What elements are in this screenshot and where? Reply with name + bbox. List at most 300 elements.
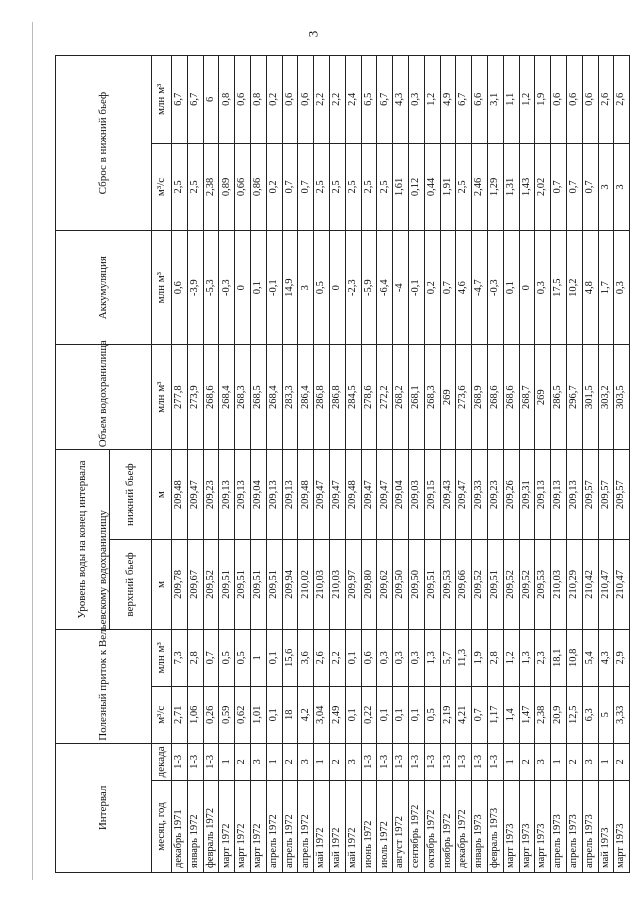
cell-period: январь 1972 bbox=[187, 781, 203, 873]
cell-discharge-rate: 2,5 bbox=[456, 143, 472, 231]
table-row bbox=[377, 56, 393, 873]
table-row bbox=[298, 56, 314, 873]
cell-accumulation: -0,3 bbox=[487, 231, 503, 345]
table-row bbox=[440, 56, 456, 873]
cell-level-upper: 209,94 bbox=[282, 540, 298, 630]
cell-discharge-volume: 0,3 bbox=[408, 56, 424, 144]
cell-volume: 272,2 bbox=[377, 345, 393, 450]
cell-decade: 1 bbox=[551, 743, 567, 780]
unit-volume: млн м³ bbox=[152, 345, 172, 450]
cell-accumulation: -0,1 bbox=[408, 231, 424, 345]
cell-volume: 268,4 bbox=[219, 345, 235, 450]
table-row bbox=[598, 56, 614, 873]
cell-discharge-volume: 6,5 bbox=[361, 56, 377, 144]
cell-inflow-rate: 3,33 bbox=[614, 686, 630, 743]
cell-inflow-volume: 11,3 bbox=[456, 629, 472, 686]
cell-inflow-rate: 18 bbox=[282, 686, 298, 743]
cell-volume: 278,6 bbox=[361, 345, 377, 450]
cell-accumulation: 0 bbox=[329, 231, 345, 345]
table-row bbox=[235, 56, 251, 873]
cell-inflow-rate: 0,5 bbox=[424, 686, 440, 743]
cell-level-lower: 209,43 bbox=[440, 450, 456, 540]
cell-inflow-volume: 18,1 bbox=[551, 629, 567, 686]
cell-level-lower: 209,13 bbox=[535, 450, 551, 540]
cell-period: май 1972 bbox=[329, 781, 345, 873]
cell-discharge-volume: 2,6 bbox=[598, 56, 614, 144]
cell-inflow-rate: 0,59 bbox=[219, 686, 235, 743]
cell-inflow-volume: 0,6 bbox=[361, 629, 377, 686]
cell-inflow-volume: 2,2 bbox=[329, 629, 345, 686]
cell-inflow-rate: 0,7 bbox=[472, 686, 488, 743]
cell-accumulation: 0 bbox=[235, 231, 251, 345]
cell-inflow-rate: 0,1 bbox=[377, 686, 393, 743]
cell-volume: 269 bbox=[440, 345, 456, 450]
table-row bbox=[535, 56, 551, 873]
cell-period: май 1972 bbox=[314, 781, 330, 873]
cell-volume: 273,6 bbox=[456, 345, 472, 450]
cell-discharge-volume: 6,7 bbox=[377, 56, 393, 144]
cell-level-lower: 209,13 bbox=[266, 450, 282, 540]
cell-inflow-rate: 1,01 bbox=[250, 686, 266, 743]
cell-inflow-volume: 2,9 bbox=[614, 629, 630, 686]
cell-decade: 1 bbox=[219, 743, 235, 780]
cell-decade: 3 bbox=[582, 743, 598, 780]
cell-inflow-volume: 15,6 bbox=[282, 629, 298, 686]
cell-accumulation: -0,3 bbox=[219, 231, 235, 345]
cell-volume: 268,6 bbox=[203, 345, 219, 450]
cell-discharge-rate: 0,2 bbox=[266, 143, 282, 231]
cell-period: ноябрь 1972 bbox=[440, 781, 456, 873]
cell-inflow-volume: 0,5 bbox=[235, 629, 251, 686]
cell-accumulation: -4,7 bbox=[472, 231, 488, 345]
cell-period: апрель 1972 bbox=[266, 781, 282, 873]
cell-inflow-rate: 2,38 bbox=[535, 686, 551, 743]
cell-volume: 268,2 bbox=[393, 345, 409, 450]
cell-discharge-volume: 0,6 bbox=[582, 56, 598, 144]
cell-decade: 3 bbox=[345, 743, 361, 780]
cell-accumulation: 0,3 bbox=[614, 231, 630, 345]
cell-accumulation: 0,3 bbox=[535, 231, 551, 345]
cell-accumulation: 3 bbox=[298, 231, 314, 345]
cell-inflow-rate: 1,17 bbox=[487, 686, 503, 743]
cell-decade: 1-3 bbox=[440, 743, 456, 780]
cell-inflow-rate: 0,62 bbox=[235, 686, 251, 743]
cell-discharge-volume: 1,2 bbox=[519, 56, 535, 144]
scan-edge-line bbox=[32, 22, 33, 880]
cell-level-lower: 209,13 bbox=[219, 450, 235, 540]
cell-period: октябрь 1972 bbox=[424, 781, 440, 873]
cell-inflow-rate: 1,47 bbox=[519, 686, 535, 743]
cell-discharge-volume: 0,6 bbox=[298, 56, 314, 144]
table-row bbox=[566, 56, 582, 873]
table-row bbox=[219, 56, 235, 873]
cell-inflow-volume: 0,3 bbox=[408, 629, 424, 686]
cell-volume: 273,9 bbox=[187, 345, 203, 450]
cell-level-lower: 209,13 bbox=[282, 450, 298, 540]
cell-discharge-rate: 2,46 bbox=[472, 143, 488, 231]
header-discharge: Сброс в нижний бьеф bbox=[56, 56, 152, 231]
cell-period: февраль 1973 bbox=[487, 781, 503, 873]
cell-level-lower: 209,13 bbox=[566, 450, 582, 540]
cell-period: март 1972 bbox=[235, 781, 251, 873]
cell-discharge-rate: 0,7 bbox=[582, 143, 598, 231]
cell-inflow-volume: 1,9 bbox=[472, 629, 488, 686]
cell-decade: 1 bbox=[503, 743, 519, 780]
cell-discharge-volume: 6 bbox=[203, 56, 219, 144]
cell-decade: 1-3 bbox=[187, 743, 203, 780]
cell-inflow-rate: 5 bbox=[598, 686, 614, 743]
cell-inflow-rate: 0,1 bbox=[408, 686, 424, 743]
cell-inflow-rate: 3,04 bbox=[314, 686, 330, 743]
cell-inflow-rate: 2,19 bbox=[440, 686, 456, 743]
cell-period: апрель 1972 bbox=[282, 781, 298, 873]
cell-accumulation: 17,5 bbox=[551, 231, 567, 345]
cell-discharge-rate: 2,5 bbox=[172, 143, 188, 231]
cell-level-upper: 210,03 bbox=[314, 540, 330, 630]
cell-discharge-volume: 2,2 bbox=[314, 56, 330, 144]
cell-inflow-rate: 12,5 bbox=[566, 686, 582, 743]
cell-inflow-volume: 2,3 bbox=[535, 629, 551, 686]
cell-decade: 1-3 bbox=[487, 743, 503, 780]
cell-level-upper: 209,66 bbox=[456, 540, 472, 630]
unit-accumulation: млн м³ bbox=[152, 231, 172, 345]
cell-level-lower: 209,04 bbox=[250, 450, 266, 540]
cell-inflow-rate: 2,49 bbox=[329, 686, 345, 743]
cell-period: март 1973 bbox=[535, 781, 551, 873]
cell-level-upper: 209,62 bbox=[377, 540, 393, 630]
cell-inflow-rate: 20,9 bbox=[551, 686, 567, 743]
cell-level-upper: 209,52 bbox=[203, 540, 219, 630]
cell-inflow-rate: 1,4 bbox=[503, 686, 519, 743]
cell-volume: 303,2 bbox=[598, 345, 614, 450]
header-level: Уровень воды на конец интервала bbox=[56, 450, 110, 630]
cell-decade: 1 bbox=[266, 743, 282, 780]
cell-volume: 268,6 bbox=[487, 345, 503, 450]
cell-inflow-volume: 5,7 bbox=[440, 629, 456, 686]
table-body bbox=[172, 56, 630, 873]
cell-level-lower: 209,57 bbox=[614, 450, 630, 540]
cell-discharge-volume: 6,6 bbox=[472, 56, 488, 144]
cell-accumulation: 0,6 bbox=[172, 231, 188, 345]
cell-period: март 1972 bbox=[219, 781, 235, 873]
cell-level-lower: 209,48 bbox=[345, 450, 361, 540]
cell-level-lower: 209,13 bbox=[551, 450, 567, 540]
cell-volume: 268,9 bbox=[472, 345, 488, 450]
cell-accumulation: -0,1 bbox=[266, 231, 282, 345]
cell-volume: 268,3 bbox=[424, 345, 440, 450]
table-row bbox=[424, 56, 440, 873]
cell-level-lower: 209,23 bbox=[487, 450, 503, 540]
cell-discharge-rate: 1,31 bbox=[503, 143, 519, 231]
cell-inflow-volume: 2,8 bbox=[487, 629, 503, 686]
cell-level-upper: 209,53 bbox=[535, 540, 551, 630]
cell-inflow-volume: 0,5 bbox=[219, 629, 235, 686]
cell-decade: 1-3 bbox=[377, 743, 393, 780]
header-month-year: месяц, год bbox=[152, 781, 172, 873]
header-decade: декада bbox=[152, 743, 172, 780]
cell-accumulation: 0 bbox=[519, 231, 535, 345]
cell-decade: 1 bbox=[598, 743, 614, 780]
cell-decade: 3 bbox=[535, 743, 551, 780]
table-row bbox=[393, 56, 409, 873]
cell-decade: 1-3 bbox=[361, 743, 377, 780]
cell-period: апрель 1973 bbox=[582, 781, 598, 873]
cell-decade: 2 bbox=[329, 743, 345, 780]
table-row bbox=[519, 56, 535, 873]
table-row bbox=[329, 56, 345, 873]
cell-discharge-rate: 2,5 bbox=[345, 143, 361, 231]
cell-level-lower: 209,31 bbox=[519, 450, 535, 540]
table-row bbox=[408, 56, 424, 873]
unit-inflow-volume: млн м³ bbox=[152, 629, 172, 686]
cell-discharge-volume: 6,7 bbox=[172, 56, 188, 144]
cell-level-upper: 210,42 bbox=[582, 540, 598, 630]
cell-level-lower: 209,47 bbox=[456, 450, 472, 540]
cell-level-lower: 209,15 bbox=[424, 450, 440, 540]
cell-level-upper: 210,47 bbox=[614, 540, 630, 630]
cell-discharge-volume: 0,6 bbox=[235, 56, 251, 144]
cell-discharge-volume: 0,8 bbox=[219, 56, 235, 144]
cell-period: февраль 1972 bbox=[203, 781, 219, 873]
unit-level-lower: м bbox=[152, 450, 172, 540]
cell-decade: 3 bbox=[250, 743, 266, 780]
cell-discharge-rate: 1,91 bbox=[440, 143, 456, 231]
cell-level-upper: 209,51 bbox=[235, 540, 251, 630]
cell-discharge-volume: 0,8 bbox=[250, 56, 266, 144]
cell-decade: 1 bbox=[314, 743, 330, 780]
cell-discharge-rate: 0,89 bbox=[219, 143, 235, 231]
unit-inflow-rate: м³/с bbox=[152, 686, 172, 743]
cell-inflow-rate: 1,06 bbox=[187, 686, 203, 743]
cell-accumulation: 10,2 bbox=[566, 231, 582, 345]
cell-volume: 268,6 bbox=[503, 345, 519, 450]
cell-inflow-volume: 2,8 bbox=[187, 629, 203, 686]
cell-decade: 3 bbox=[298, 743, 314, 780]
cell-accumulation: 4,8 bbox=[582, 231, 598, 345]
cell-volume: 268,1 bbox=[408, 345, 424, 450]
cell-inflow-rate: 0,22 bbox=[361, 686, 377, 743]
cell-inflow-volume: 5,4 bbox=[582, 629, 598, 686]
page-number: 3 bbox=[305, 30, 321, 38]
table-row bbox=[551, 56, 567, 873]
cell-level-lower: 209,26 bbox=[503, 450, 519, 540]
cell-discharge-rate: 2,5 bbox=[187, 143, 203, 231]
cell-level-lower: 209,33 bbox=[472, 450, 488, 540]
cell-level-upper: 209,78 bbox=[172, 540, 188, 630]
cell-level-upper: 209,80 bbox=[361, 540, 377, 630]
cell-discharge-volume: 0,2 bbox=[266, 56, 282, 144]
table-row bbox=[266, 56, 282, 873]
cell-discharge-volume: 6,7 bbox=[187, 56, 203, 144]
cell-volume: 268,7 bbox=[519, 345, 535, 450]
cell-discharge-rate: 3 bbox=[598, 143, 614, 231]
cell-period: июнь 1972 bbox=[361, 781, 377, 873]
cell-volume: 301,5 bbox=[582, 345, 598, 450]
cell-level-upper: 209,51 bbox=[424, 540, 440, 630]
cell-period: апрель 1973 bbox=[551, 781, 567, 873]
cell-discharge-rate: 0,66 bbox=[235, 143, 251, 231]
table-row bbox=[314, 56, 330, 873]
cell-inflow-rate: 4,21 bbox=[456, 686, 472, 743]
cell-volume: 284,5 bbox=[345, 345, 361, 450]
cell-period: май 1973 bbox=[598, 781, 614, 873]
cell-accumulation: 0,2 bbox=[424, 231, 440, 345]
cell-decade: 1-3 bbox=[408, 743, 424, 780]
cell-discharge-rate: 0,7 bbox=[566, 143, 582, 231]
table-row bbox=[614, 56, 630, 873]
cell-level-upper: 209,53 bbox=[440, 540, 456, 630]
cell-discharge-volume: 4,3 bbox=[393, 56, 409, 144]
header-accumulation: Аккумуляция bbox=[56, 231, 152, 345]
cell-decade: 2 bbox=[519, 743, 535, 780]
cell-inflow-volume: 0,1 bbox=[266, 629, 282, 686]
cell-decade: 1-3 bbox=[472, 743, 488, 780]
cell-level-lower: 209,47 bbox=[361, 450, 377, 540]
cell-discharge-rate: 2,5 bbox=[314, 143, 330, 231]
cell-discharge-rate: 0,12 bbox=[408, 143, 424, 231]
cell-inflow-rate: 0,1 bbox=[345, 686, 361, 743]
cell-accumulation: 4,6 bbox=[456, 231, 472, 345]
cell-accumulation: 1,7 bbox=[598, 231, 614, 345]
cell-discharge-rate: 2,5 bbox=[361, 143, 377, 231]
cell-level-upper: 209,51 bbox=[219, 540, 235, 630]
cell-discharge-rate: 2,5 bbox=[329, 143, 345, 231]
unit-discharge-volume: млн м³ bbox=[152, 56, 172, 144]
table-row bbox=[487, 56, 503, 873]
cell-inflow-volume: 4,3 bbox=[598, 629, 614, 686]
cell-level-upper: 209,51 bbox=[266, 540, 282, 630]
cell-level-lower: 209,57 bbox=[582, 450, 598, 540]
cell-level-lower: 209,13 bbox=[235, 450, 251, 540]
cell-period: апрель 1973 bbox=[566, 781, 582, 873]
cell-period: апрель 1972 bbox=[298, 781, 314, 873]
cell-period: январь 1973 bbox=[472, 781, 488, 873]
cell-accumulation: -5,9 bbox=[361, 231, 377, 345]
cell-inflow-volume: 2,6 bbox=[314, 629, 330, 686]
cell-accumulation: 0,1 bbox=[250, 231, 266, 345]
cell-level-upper: 209,67 bbox=[187, 540, 203, 630]
cell-inflow-rate: 6,3 bbox=[582, 686, 598, 743]
cell-discharge-rate: 0,86 bbox=[250, 143, 266, 231]
cell-level-lower: 209,48 bbox=[172, 450, 188, 540]
cell-volume: 268,5 bbox=[250, 345, 266, 450]
cell-period: март 1973 bbox=[519, 781, 535, 873]
cell-level-upper: 209,97 bbox=[345, 540, 361, 630]
cell-level-upper: 209,52 bbox=[519, 540, 535, 630]
cell-discharge-volume: 1,2 bbox=[424, 56, 440, 144]
cell-period: июль 1972 bbox=[377, 781, 393, 873]
cell-decade: 1-3 bbox=[172, 743, 188, 780]
cell-discharge-volume: 1,1 bbox=[503, 56, 519, 144]
cell-discharge-rate: 0,7 bbox=[282, 143, 298, 231]
cell-discharge-volume: 0,6 bbox=[282, 56, 298, 144]
cell-inflow-volume: 0,3 bbox=[377, 629, 393, 686]
cell-decade: 1-3 bbox=[456, 743, 472, 780]
cell-decade: 1-3 bbox=[424, 743, 440, 780]
table-row bbox=[187, 56, 203, 873]
cell-accumulation: 14,9 bbox=[282, 231, 298, 345]
cell-level-upper: 210,47 bbox=[598, 540, 614, 630]
table-row bbox=[203, 56, 219, 873]
cell-discharge-rate: 2,38 bbox=[203, 143, 219, 231]
cell-accumulation: -3,9 bbox=[187, 231, 203, 345]
cell-period: март 1973 bbox=[503, 781, 519, 873]
cell-volume: 286,8 bbox=[329, 345, 345, 450]
table-row bbox=[472, 56, 488, 873]
cell-volume: 268,4 bbox=[266, 345, 282, 450]
unit-level-upper: м bbox=[152, 540, 172, 630]
cell-level-upper: 209,50 bbox=[408, 540, 424, 630]
cell-inflow-rate: 0,1 bbox=[393, 686, 409, 743]
cell-level-upper: 209,51 bbox=[487, 540, 503, 630]
cell-decade: 2 bbox=[614, 743, 630, 780]
cell-inflow-volume: 3,6 bbox=[298, 629, 314, 686]
cell-period: сентябрь 1972 bbox=[408, 781, 424, 873]
cell-decade: 2 bbox=[282, 743, 298, 780]
cell-discharge-rate: 2,5 bbox=[377, 143, 393, 231]
cell-inflow-rate: 0,1 bbox=[266, 686, 282, 743]
cell-level-upper: 210,29 bbox=[566, 540, 582, 630]
cell-inflow-volume: 7,3 bbox=[172, 629, 188, 686]
table-row bbox=[282, 56, 298, 873]
cell-inflow-volume: 1,3 bbox=[424, 629, 440, 686]
cell-period: март 1972 bbox=[250, 781, 266, 873]
header-volume: Объем водохранилища bbox=[56, 345, 152, 450]
cell-level-lower: 209,23 bbox=[203, 450, 219, 540]
cell-accumulation: 0,1 bbox=[503, 231, 519, 345]
cell-level-lower: 209,57 bbox=[598, 450, 614, 540]
cell-accumulation: -2,3 bbox=[345, 231, 361, 345]
cell-decade: 2 bbox=[235, 743, 251, 780]
cell-discharge-volume: 0,6 bbox=[566, 56, 582, 144]
cell-inflow-rate: 0,26 bbox=[203, 686, 219, 743]
cell-discharge-rate: 0,44 bbox=[424, 143, 440, 231]
cell-discharge-volume: 3,1 bbox=[487, 56, 503, 144]
header-interval: Интервал bbox=[56, 743, 152, 872]
table-row bbox=[503, 56, 519, 873]
cell-discharge-rate: 1,61 bbox=[393, 143, 409, 231]
cell-discharge-volume: 2,4 bbox=[345, 56, 361, 144]
cell-level-lower: 209,04 bbox=[393, 450, 409, 540]
cell-period: декабрь 1971 bbox=[172, 781, 188, 873]
table-row bbox=[345, 56, 361, 873]
rotated-table-wrapper bbox=[55, 55, 627, 873]
cell-inflow-volume: 10,8 bbox=[566, 629, 582, 686]
cell-volume: 296,7 bbox=[566, 345, 582, 450]
unit-discharge-rate: м³/с bbox=[152, 143, 172, 231]
cell-volume: 268,3 bbox=[235, 345, 251, 450]
cell-inflow-volume: 0,1 bbox=[345, 629, 361, 686]
cell-period: декабрь 1972 bbox=[456, 781, 472, 873]
cell-period: август 1972 bbox=[393, 781, 409, 873]
cell-discharge-rate: 2,02 bbox=[535, 143, 551, 231]
cell-volume: 286,4 bbox=[298, 345, 314, 450]
cell-level-upper: 210,03 bbox=[551, 540, 567, 630]
cell-volume: 277,8 bbox=[172, 345, 188, 450]
table-row bbox=[361, 56, 377, 873]
reservoir-table bbox=[55, 55, 630, 873]
cell-level-lower: 209,47 bbox=[187, 450, 203, 540]
cell-level-upper: 210,03 bbox=[329, 540, 345, 630]
cell-level-upper: 209,51 bbox=[250, 540, 266, 630]
cell-discharge-volume: 4,9 bbox=[440, 56, 456, 144]
cell-discharge-rate: 0,7 bbox=[551, 143, 567, 231]
table-row bbox=[456, 56, 472, 873]
cell-level-lower: 209,47 bbox=[377, 450, 393, 540]
header-level-lower: нижний бьеф bbox=[110, 450, 152, 540]
cell-discharge-volume: 2,2 bbox=[329, 56, 345, 144]
cell-accumulation: -4 bbox=[393, 231, 409, 345]
